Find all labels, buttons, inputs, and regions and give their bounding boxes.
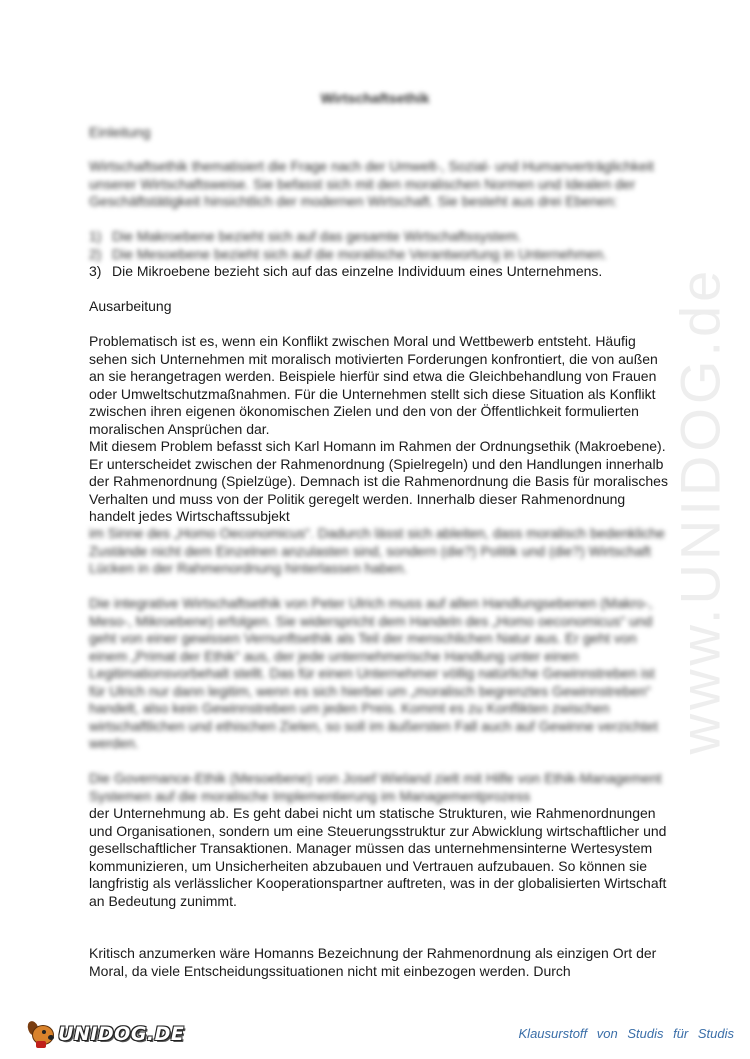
paragraph-wieland-blurred: Die Governance-Ethik (Mesoebene) von Josef Wieland zielt mit Hilfe von Ethik-Management Systemen auf die moralische Implementierung im Managementprozess <box>89 770 662 804</box>
paragraph-wieland: der Unternehmung ab. Es geht dabei nicht um statische Strukturen, wie Rahmenordnungen und Organisationen, sondern um eine Steuerungsstruktur zur Abwicklung wirtschaftlicher und gesellschaftlicher Transaktionen. Manager müssen das unternehmensinterne Wertesystem kommunizieren, um Unsicherheiten abzubauen und Vertrauen aufzubauen. So können sie langfristig als verlässlicher Kooperationspartner auftreten, was in der globalisierten Wirtschaft an Bedeutung zunimmt. <box>89 805 667 909</box>
intro-paragraph: Wirtschaftsethik thematisiert die Frage nach der Umwelt-, Sozial- und Humanverträglichkeit unserer Wirtschaftsweise. Sie befasst sich mit den moralischen Normen und Idealen der Geschäftstätigkeit hinsichtlich der modernen Wirtschaft. Sie besteht aus drei Ebenen: <box>89 158 654 209</box>
intro-heading: Einleitung <box>89 124 151 140</box>
list-item-micro: 3) Die Mikroebene bezieht sich auf das einzelne Individuum eines Unternehmens. <box>89 263 603 279</box>
list-item-meso: 2) Die Mesoebene bezieht sich auf die moralische Verantwortung in Unternehmen. <box>89 245 607 262</box>
document-title: Wirtschaftsethik <box>320 90 430 106</box>
paragraph-critique: Kritisch anzumerken wäre Homanns Bezeichnung der Rahmenordnung als einzigen Ort der Moral, da viele Entscheidungssituationen nicht mit einbezogen werden. Durch <box>89 945 657 979</box>
section-heading: Ausarbeitung <box>89 298 172 314</box>
dog-icon <box>24 1019 56 1049</box>
paragraph-homann-blurred: im Sinne des „Homo Oeconomicus“. Dadurch lässt sich ableiten, dass moralisch bedenkliche Zustände nicht dem Einzelnen anzulasten sind, sondern (die?) Politik und (die?) Wirtschaft Lücken in der Rahmenordnung hinterlassen haben. <box>89 525 665 576</box>
watermark: www.UNIDOG.de <box>668 266 732 754</box>
paragraph-conflict: Problematisch ist es, wenn ein Konflikt zwischen Moral und Wettbewerb entsteht. Häufig sehen sich Unternehmen mit moralisch motivierten Forderungen konfrontiert, die von außen an sie herangetragen werden. Beispiele hierfür sind etwa die Gleichbehandlung von Frauen oder Umweltschutzmaßnahmen. Für die Unternehmen stellt sich diese Situation als Konflikt zwischen ihren eigenen ökonomischen Zielen und den von der Öffentlichkeit formulierten moralischen Ansprüchen dar. <box>89 333 658 437</box>
logo-text: UNIDOG.DE <box>58 1023 185 1045</box>
levels-list <box>89 228 669 281</box>
unidog-logo[interactable] <box>24 1016 185 1052</box>
paragraph-ulrich: Die integrative Wirtschaftsethik von Peter Ulrich muss auf allen Handlungsebenen (Makro-, Meso-, Mikroebene) erfolgen. Sie widerspricht dem Handeln des „Homo oeconomicus“ und geht von einer gewissen Vernunftsethik als Teil der menschlichen Natur aus. Er geht von einem „Primat der Ethik“ aus, der jede unternehmerische Handlung unter einen Legitimationsvorbehalt stellt. Das für einen Unternehmer völlig natürliche Gewinnstreben ist für Ulrich nur dann legitim, wenn es sich hierbei um „moralisch begrenztes Gewinnstreben“ handelt, also kein Gewinnstreben um jeden Preis. Kommt es zu Konflikten zwischen wirtschaftlichen und ethischen Zielen, so soll im äußersten Fall auch auf Gewinne verzichtet werden. <box>89 595 658 751</box>
footer-tagline: Klausurstoff von Studis für Studis <box>518 1026 734 1041</box>
list-item-macro: 1) Die Makroebene bezieht sich auf das gesamte Wirtschaftssystem. <box>89 228 522 244</box>
paragraph-homann: Mit diesem Problem befasst sich Karl Homann im Rahmen der Ordnungsethik (Makroebene). Er unterscheidet zwischen der Rahmenordnung (Spielregeln) und den Handlungen innerhalb der Rahmenordnung (Spielzüge). Demnach ist die Rahmenordnung die Basis für moralisches Verhalten und muss von der Politik geregelt werden. Innerhalb dieser Rahmenordnung handelt jedes Wirtschaftssubjekt <box>89 438 668 524</box>
